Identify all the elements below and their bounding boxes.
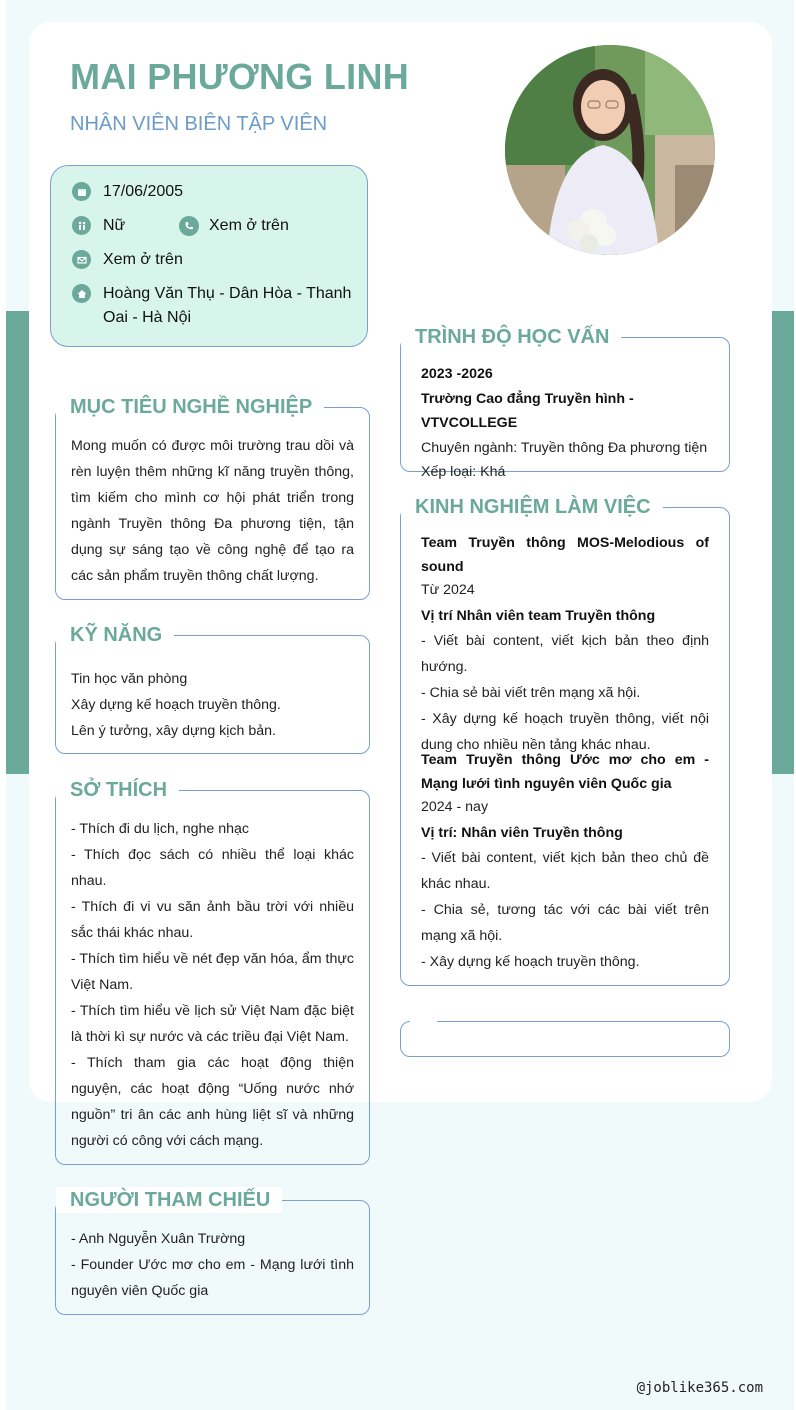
hobby-item: - Thích đi vi vu săn ảnh bầu trời với nhiều sắc thái khác nhau.	[71, 899, 354, 941]
reference-item: - Founder Ước mơ cho em - Mạng lưới tình nguyên viên Quốc gia	[71, 1257, 354, 1299]
experience-title: KINH NGHIỆM LÀM VIỆC	[401, 494, 663, 520]
skills-list	[71, 666, 354, 744]
skill-item: Xây dựng kế hoạch truyền thông.	[71, 697, 281, 713]
reference-item: - Anh Nguyễn Xuân Trường	[71, 1231, 246, 1247]
portrait-illustration	[505, 45, 715, 255]
gender-value: Nữ	[103, 217, 126, 234]
job-task: - Viết bài content, viết kịch bản theo chủ đề khác nhau.	[421, 850, 709, 892]
candidate-role: NHÂN VIÊN BIÊN TẬP VIÊN	[70, 113, 328, 135]
job-task: - Xây dựng kế hoạch truyền thông, viết nội dung cho nhiều nền tảng khác nhau.	[421, 711, 709, 753]
job-task: - Chia sẻ, tương tác với các bài viết trên mạng xã hội.	[421, 902, 709, 944]
hobby-item: - Thích đi du lịch, nghe nhạc	[71, 821, 249, 837]
job-period: 2024 - nay	[421, 799, 489, 815]
home-icon	[72, 284, 91, 303]
job-entry	[421, 749, 709, 975]
phone-row	[179, 214, 289, 238]
right-accent-band	[772, 311, 794, 774]
birthdate-row	[72, 180, 183, 204]
skills-title: KỸ NĂNG	[56, 622, 174, 648]
job-task: - Viết bài content, viết kịch bản theo định hướng.	[421, 633, 709, 675]
job-entry	[421, 532, 709, 758]
education-period: 2023 -2026	[421, 366, 493, 382]
references-title: NGƯỜI THAM CHIẾU	[56, 1187, 282, 1213]
gender-row	[72, 214, 125, 238]
education-title: TRÌNH ĐỘ HỌC VẤN	[401, 324, 621, 350]
education-major: Chuyên ngành: Truyền thông Đa phương tiện	[421, 439, 708, 456]
objective-title: MỤC TIÊU NGHỀ NGHIỆP	[56, 394, 324, 420]
address-value: Hoàng Văn Thụ - Dân Hòa - Thanh Oai - Hà Nội	[103, 285, 352, 326]
education-school: Trường Cao đẳng Truyền hình - VTVCOLLEGE	[421, 390, 634, 431]
hobbies-list	[71, 816, 354, 1154]
references-list	[71, 1226, 354, 1304]
job-period: Từ 2024	[421, 582, 475, 598]
job-task: - Xây dựng kế hoạch truyền thông.	[421, 954, 640, 970]
birthdate-value: 17/06/2005	[103, 183, 184, 200]
left-accent-band	[6, 311, 29, 774]
email-value: Xem ở trên	[103, 251, 183, 268]
hobby-item: - Thích tìm hiểu về lịch sử Việt Nam đặc biệt là thời kì sự nước và các triều đại Việt Nam.	[71, 1003, 354, 1045]
job-org: Team Truyền thông Ước mơ cho em - Mạng lưới tình nguyên viên Quốc gia	[421, 752, 709, 792]
job-position: Vị trí: Nhân viên Truyền thông	[421, 824, 623, 841]
profile-photo	[505, 45, 715, 255]
gender-icon	[72, 216, 91, 235]
job-org: Team Truyền thông MOS-Melodious of sound	[421, 535, 709, 575]
watermark: @joblike365.com	[636, 1380, 763, 1396]
skill-item: Lên ý tưởng, xây dựng kịch bản.	[71, 723, 276, 739]
phone-value: Xem ở trên	[209, 217, 289, 234]
education-grade: Xếp loại: Khá	[421, 464, 506, 480]
candidate-name: MAI PHƯƠNG LINH	[70, 56, 410, 97]
hobbies-title: SỞ THÍCH	[56, 777, 179, 803]
email-row	[72, 248, 183, 272]
address-row	[72, 282, 357, 330]
empty-section-box	[400, 1021, 730, 1057]
hobby-item: - Thích tìm hiểu về nét đẹp văn hóa, ẩm thực Việt Nam.	[71, 951, 354, 993]
empty-section-title-gap	[410, 1018, 437, 1024]
education-details	[421, 362, 711, 485]
mail-icon	[72, 250, 91, 269]
objective-text: Mong muốn có được môi trường trau dồi và rèn luyện thêm những kĩ năng truyền thông, tìm kiếm cho mình cơ hội phát triển trong ngành Truyền thông Đa phương tiện, tận dụng sự sáng tạo về công nghệ để tạo ra các sản phẩm truyền thông chất lượng.	[71, 438, 354, 584]
calendar-icon	[72, 182, 91, 201]
hobby-item: - Thích đọc sách có nhiều thể loại khác nhau.	[71, 847, 354, 889]
job-position: Vị trí Nhân viên team Truyền thông	[421, 607, 656, 624]
skill-item: Tin học văn phòng	[71, 671, 188, 687]
hobby-item: - Thích tham gia các hoạt động thiện nguyện, các hoạt động “Uống nước nhớ nguồn” tri ân các anh hùng liệt sĩ và những người có công với cách mạng.	[71, 1055, 354, 1149]
phone-icon	[179, 216, 199, 236]
job-task: - Chia sẻ bài viết trên mạng xã hội.	[421, 685, 641, 701]
